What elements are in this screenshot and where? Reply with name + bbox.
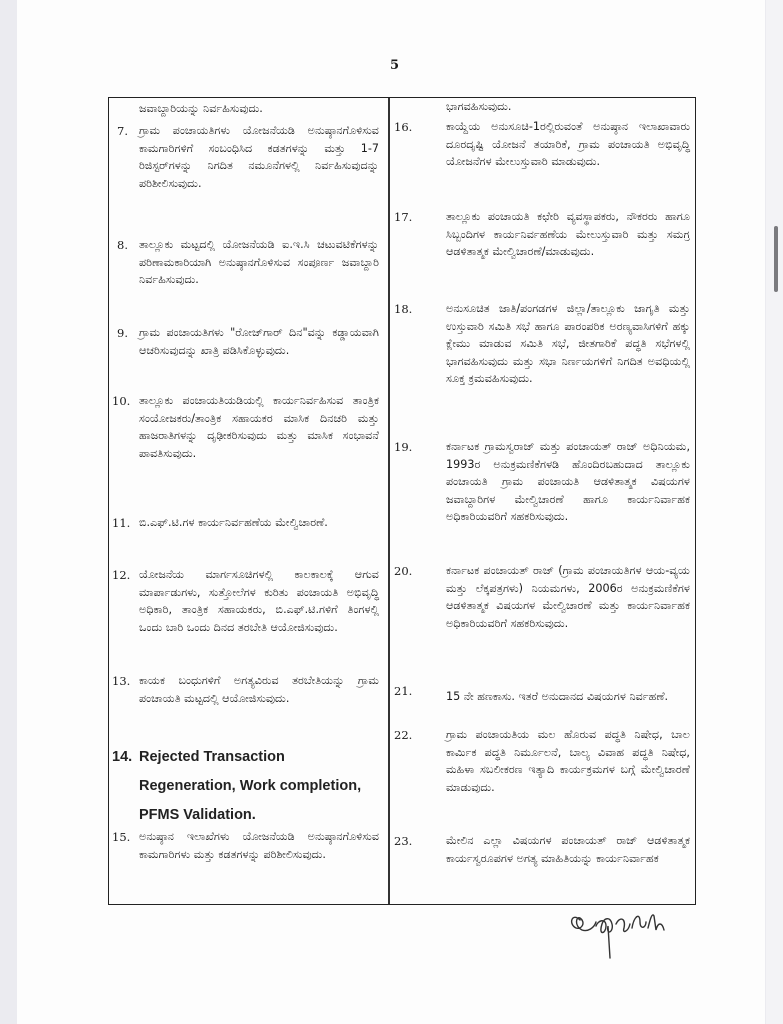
item-text: ಕಾಯ್ದೆಯ ಅನುಸೂಚಿ-1ರಲ್ಲಿರುವಂತೆ ಅನುಷ್ಠಾನ ಇಲಾಖಾವಾರು ದೂರದೃಷ್ಟಿ ಯೋಜನೆ ತಯಾರಿಕೆ, ಗ್ರಾಮ ಪಂಚಾಯತಿ ಅಭಿವೃದ್ಧಿ ಯೋಜನೆಗಳ ಮೇಲುಸ್ತುವಾರಿ ಮಾಡುವುದು.: [446, 120, 690, 169]
continuation-text: ಭಾಗವಹಿಸುವುದು.: [446, 100, 512, 113]
continuation-text: ಜವಾಬ್ದಾರಿಯನ್ನು ನಿರ್ವಹಿಸುವುದು.: [139, 102, 263, 115]
item-number: 20.: [394, 564, 413, 578]
item-text: ಗ್ರಾಮ ಪಂಚಾಯತಿಗಳು "ರೋಜ್‌ಗಾರ್ ದಿನ"ವನ್ನು ಕಡ್ಡಾಯವಾಗಿ ಆಚರಿಸುವುದನ್ನು ಖಾತ್ರಿ ಪಡಿಸಿಕೊಳ್ಳುವುದು.: [139, 326, 379, 357]
item-number: 14.: [112, 749, 133, 765]
item-text: ಕರ್ನಾಟಕ ಪಂಚಾಯತ್ ರಾಜ್ (ಗ್ರಾಮ ಪಂಚಾಯತಿಗಳ ಆಯ-ವ್ಯಯ ಮತ್ತು ಲೆಕ್ಕಪತ್ರಗಳು) ನಿಯಮಗಳು, 2006ರ ಅನುಕ್ರಮಣಿಕೆಗಳ ಆಡಳಿತಾತ್ಮಕ ವಿಷಯಗಳ ಮೇಲ್ವಿಚಾರಣೆ ಮತ್ತು ಕಾರ್ಯನಿರ್ವಾಹಕ ಅಧಿಕಾರಿಯವರಿಗೆ ಸಹಕರಿಸುವುದು.: [446, 564, 690, 630]
item-text: ಅನುಷ್ಠಾನ ಇಲಾಖೆಗಳು ಯೋಜನೆಯಡಿ ಅನುಷ್ಠಾನಗೊಳಿಸುವ ಕಾಮಗಾರಿಗಳು ಮತ್ತು ಕಡತಗಳನ್ನು ಪರಿಶೀಲಿಸುವುದು.: [139, 830, 379, 861]
item-number: 7.: [117, 124, 128, 138]
item-number: 9.: [117, 326, 128, 340]
item-number: 17.: [394, 210, 413, 224]
item-text: ತಾಲ್ಲೂಕು ಮಟ್ಟದಲ್ಲಿ ಯೋಜನೆಯಡಿ ಐ.ಇ.ಸಿ ಚಟುವಟಿಕೆಗಳನ್ನು ಪರಿಣಾಮಕಾರಿಯಾಗಿ ಅನುಷ್ಠಾನಗೊಳಿಸುವ ಸಂಪೂರ್ಣ ಜವಾಬ್ದಾರಿ ನಿರ್ವಹಿಸುವುದು.: [139, 238, 379, 287]
item-text: ಗ್ರಾಮ ಪಂಚಾಯತಿಯ ಮಲ ಹೊರುವ ಪದ್ಧತಿ ನಿಷೇಧ, ಬಾಲ ಕಾರ್ಮಿಕ ಪದ್ಧತಿ ನಿರ್ಮೂಲನೆ, ಬಾಲ್ಯ ವಿವಾಹ ಪದ್ಧತಿ ನಿಷೇಧ, ಮಹಿಳಾ ಸಬಲೀಕರಣ ಇತ್ಯಾದಿ ಕಾರ್ಯಕ್ರಮಗಳ ಬಗ್ಗೆ ಮೇಲ್ವಿಚಾರಣೆ ಮಾಡುವುದು.: [446, 728, 690, 794]
item-text: ತಾಲ್ಲೂಕು ಪಂಚಾಯತಿಯಡಿಯಲ್ಲಿ ಕಾರ್ಯನಿರ್ವಹಿಸುವ ತಾಂತ್ರಿಕ ಸಂಯೋಜಕರು/ತಾಂತ್ರಿಕ ಸಹಾಯಕರ ಮಾಸಿಕ ದಿನಚರಿ ಮತ್ತು ಹಾಜರಾತಿಗಳನ್ನು ದೃಢೀಕರಿಸುವುದು ಮತ್ತು ಮಾಸಿಕ ಸಂಭಾವನೆ ಪಾವತಿಸುವುದು.: [139, 394, 379, 460]
item-number: 19.: [394, 440, 413, 454]
item-number: 12.: [112, 568, 131, 582]
item-number: 8.: [117, 238, 128, 252]
item-text: ತಾಲ್ಲೂಕು ಪಂಚಾಯತಿ ಕಛೇರಿ ವ್ಯವಸ್ಥಾಪಕರು, ನೌಕರರು ಹಾಗೂ ಸಿಬ್ಬಂದಿಗಳ ಕಾರ್ಯನಿರ್ವಹಣೆಯ ಮೇಲುಸ್ತುವಾರಿ ಮತ್ತು ಸಮಗ್ರ ಆಡಳಿತಾತ್ಮಕ ಮೇಲ್ವಿಚಾರಣೆ/ಮಾಡುವುದು.: [446, 210, 690, 259]
item-text: ಕಾಯಕ ಬಂಧುಗಳಿಗೆ ಅಗತ್ಯವಿರುವ ತರಬೇತಿಯನ್ನು ಗ್ರಾಮ ಪಂಚಾಯತಿ ಮಟ್ಟದಲ್ಲಿ ಆಯೋಜಿಸುವುದು.: [139, 674, 379, 705]
signature: [566, 902, 676, 962]
item-text: ಬಿ.ಎಫ್.ಟಿ.ಗಳ ಕಾರ್ಯನಿರ್ವಹಣೆಯ ಮೇಲ್ವಿಚಾರಣೆ.: [139, 516, 328, 529]
list-item: [109, 122, 388, 214]
item-text: ಅನುಸೂಚಿತ ಜಾತಿ/ಪಂಗಡಗಳ ಜಿಲ್ಲಾ/ತಾಲ್ಲೂಕು ಜಾಗೃತಿ ಮತ್ತು ಉಸ್ತುವಾರಿ ಸಮಿತಿ ಸಭೆ ಹಾಗೂ ಪಾರಂಪರಿಕ ಅರಣ್ಯವಾಸಿಗಳಿಗೆ ಹಕ್ಕು ಕ್ಲೇಮು ಮಾಡುವ ಸಮಿತಿ ಸಭೆ, ಜೀತಗಾರಿಕೆ ಪದ್ಧತಿ ಸಭೆಗಳಲ್ಲಿ ಭಾಗವಹಿಸುವುದು ಮತ್ತು ಸಭಾ ನಿರ್ಣಯಗಳಿಗೆ ನಿಗದಿತ ಅವಧಿಯಲ್ಲಿ ಸೂಕ್ತ ಕ್ರಮವಹಿಸುವುದು.: [446, 302, 690, 386]
item-number: 16.: [394, 120, 413, 134]
item-text: ಕರ್ನಾಟಕ ಗ್ರಾಮಸ್ವರಾಜ್ ಮತ್ತು ಪಂಚಾಯತ್ ರಾಜ್ ಅಧಿನಿಯಮ, 1993ರ ಅನುಕ್ರಮಣಿಕೆಗಳಡಿ ಹೊಂದಿರಬಹುದಾದ ತಾಲ್ಲೂಕು ಪಂಚಾಯತಿ ಗ್ರಾಮ ಪಂಚಾಯತಿ ಆಡಳಿತಾತ್ಮಕ ವಿಷಯಗಳ ಜವಾಬ್ದಾರಿಗಳ ಮೇಲ್ವಿಚಾರಣೆ ಹಾಗೂ ಕಾರ್ಯನಿರ್ವಾಹಕ ಅಧಿಕಾರಿಯವರಿಗೆ ಸಹಕರಿಸುವುದು.: [446, 440, 690, 524]
item-text: Rejected Transaction Regeneration, Work completion, PFMS Validation.: [139, 749, 362, 823]
item-number: 11.: [112, 516, 131, 530]
scrollbar-thumb[interactable]: [774, 226, 778, 292]
item-number: 13.: [112, 674, 131, 688]
page-number: 5: [390, 58, 400, 73]
duties-table: [108, 97, 696, 905]
item-number: 22.: [394, 728, 413, 742]
column-divider: [388, 98, 390, 904]
item-text: 15 ನೇ ಹಣಕಾಸು. ಇತರೆ ಅನುದಾನದ ವಿಷಯಗಳ ನಿರ್ವಹಣೆ.: [446, 690, 669, 703]
scrollbar-track[interactable]: [766, 0, 783, 1024]
item-number: 15.: [112, 830, 131, 844]
item-text: ಯೋಜನೆಯ ಮಾರ್ಗಸೂಚಿಗಳಲ್ಲಿ ಕಾಲಕಾಲಕ್ಕೆ ಆಗುವ ಮಾರ್ಪಾಡುಗಳು, ಸುತ್ತೋಲೆಗಳ ಕುರಿತು ಪಂಚಾಯತಿ ಅಭಿವೃದ್ಧಿ ಅಧಿಕಾರಿ, ತಾಂತ್ರಿಕ ಸಹಾಯಕರು, ಬಿ.ಎಫ್.ಟಿ.ಗಳಿಗೆ ತಿಂಗಳಲ್ಲಿ ಒಂದು ಬಾರಿ ಒಂದು ದಿನದ ತರಬೇತಿ ಆಯೋಜಿಸುವುದು.: [139, 568, 379, 634]
item-number: 21.: [394, 684, 413, 698]
item-text: ಗ್ರಾಮ ಪಂಚಾಯತಿಗಳು ಯೋಜನೆಯಡಿ ಅನುಷ್ಠಾನಗೊಳಿಸುವ ಕಾಮಗಾರಿಗಳಿಗೆ ಸಂಬಂಧಿಸಿದ ಕಡತಗಳನ್ನು ಮತ್ತು 1-7 ರಿಜಿಸ್ಟರ್‌ಗಳನ್ನು ನಿಗದಿತ ನಮೂನೆಗಳಲ್ಲಿ ನಿರ್ವಹಿಸುವುದನ್ನು ಪರಿಶೀಲಿಸುವುದು.: [139, 124, 379, 190]
item-text: ಮೇಲಿನ ಎಲ್ಲಾ ವಿಷಯಗಳ ಪಂಚಾಯತ್ ರಾಜ್ ಆಡಳಿತಾತ್ಮಕ ಕಾರ್ಯಸ್ವರೂಪಗಳ ಅಗತ್ಯ ಮಾಹಿತಿಯನ್ನು ಕಾರ್ಯನಿರ್ವಾಹಕ: [446, 834, 690, 865]
item-number: 10.: [112, 394, 131, 408]
item-number: 18.: [394, 302, 413, 316]
item-number: 23.: [394, 834, 413, 848]
